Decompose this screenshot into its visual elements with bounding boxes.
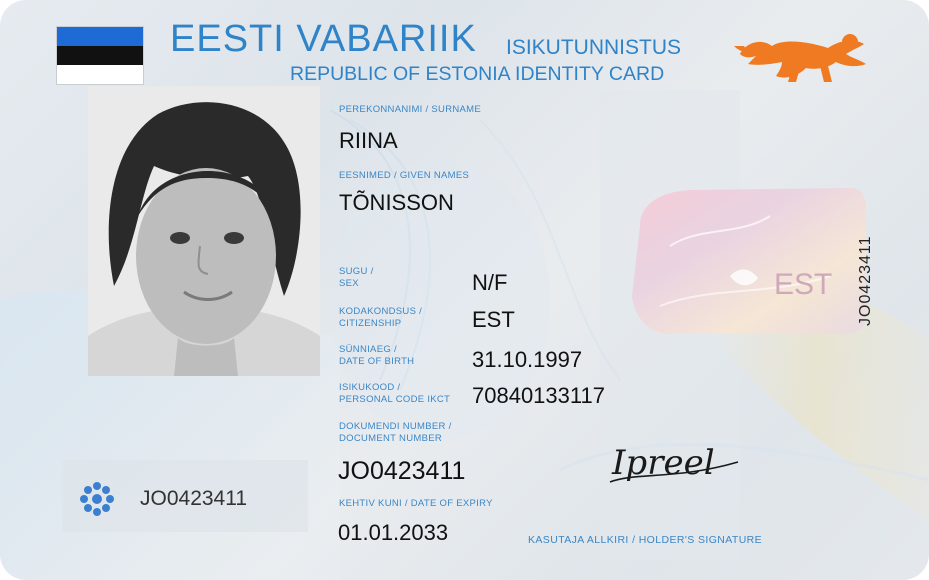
- surname-value: RIINA: [339, 128, 398, 153]
- hologram-text: EST: [774, 268, 833, 301]
- secondary-document-number: JO0423411: [140, 487, 248, 510]
- cornflower-emblem-icon: [76, 478, 118, 520]
- card-title: EESTI VABARIIK: [170, 18, 477, 60]
- sex-value: N/F: [472, 270, 508, 295]
- signature-label: KASUTAJA ALLKIRI / HOLDER'S SIGNATURE: [528, 534, 763, 546]
- document-number-label-line1: DOKUMENDI NUMBER /: [339, 421, 452, 432]
- document-number-value: JO0423411: [338, 457, 466, 485]
- card-subtitle-english: REPUBLIC OF ESTONIA IDENTITY CARD: [290, 63, 665, 85]
- date-of-birth-label-line1: SÜNNIAEG /: [339, 344, 397, 355]
- given-names-label: EESNIMED / GIVEN NAMES: [339, 170, 470, 181]
- sex-label-line2: SEX: [339, 278, 359, 289]
- vertical-document-number: JO0423411: [857, 235, 874, 326]
- citizenship-value: EST: [472, 307, 515, 332]
- document-number-label-line2: DOCUMENT NUMBER: [339, 433, 443, 444]
- date-of-birth-value: 31.10.1997: [472, 347, 583, 372]
- holder-photo: [88, 86, 320, 376]
- surname-label: PEREKONNANIMI / SURNAME: [339, 104, 482, 115]
- personal-code-label-line2: PERSONAL CODE IKCT: [339, 394, 451, 405]
- personal-code-label-line1: ISIKUKOOD /: [339, 382, 401, 393]
- card-subtitle-estonian: ISIKUTUNNISTUS: [506, 36, 682, 59]
- hologram-window: [630, 186, 866, 336]
- date-of-expiry-value: 01.01.2033: [338, 520, 449, 545]
- sex-label-line1: SUGU /: [339, 266, 374, 277]
- holder-signature: [606, 432, 746, 494]
- estonian-flag: [56, 26, 144, 85]
- signature-text: Ipreel: [612, 443, 715, 483]
- citizenship-label-line2: CITIZENSHIP: [339, 318, 402, 329]
- lion-emblem-icon: [732, 24, 872, 86]
- personal-code-value: 70840133117: [472, 383, 605, 408]
- citizenship-label-line1: KODAKONDSUS /: [339, 306, 423, 317]
- date-of-birth-label-line2: DATE OF BIRTH: [339, 356, 415, 367]
- given-names-value: TÕNISSON: [339, 190, 454, 215]
- date-of-expiry-label: KEHTIV KUNI / DATE OF EXPIRY: [339, 498, 493, 509]
